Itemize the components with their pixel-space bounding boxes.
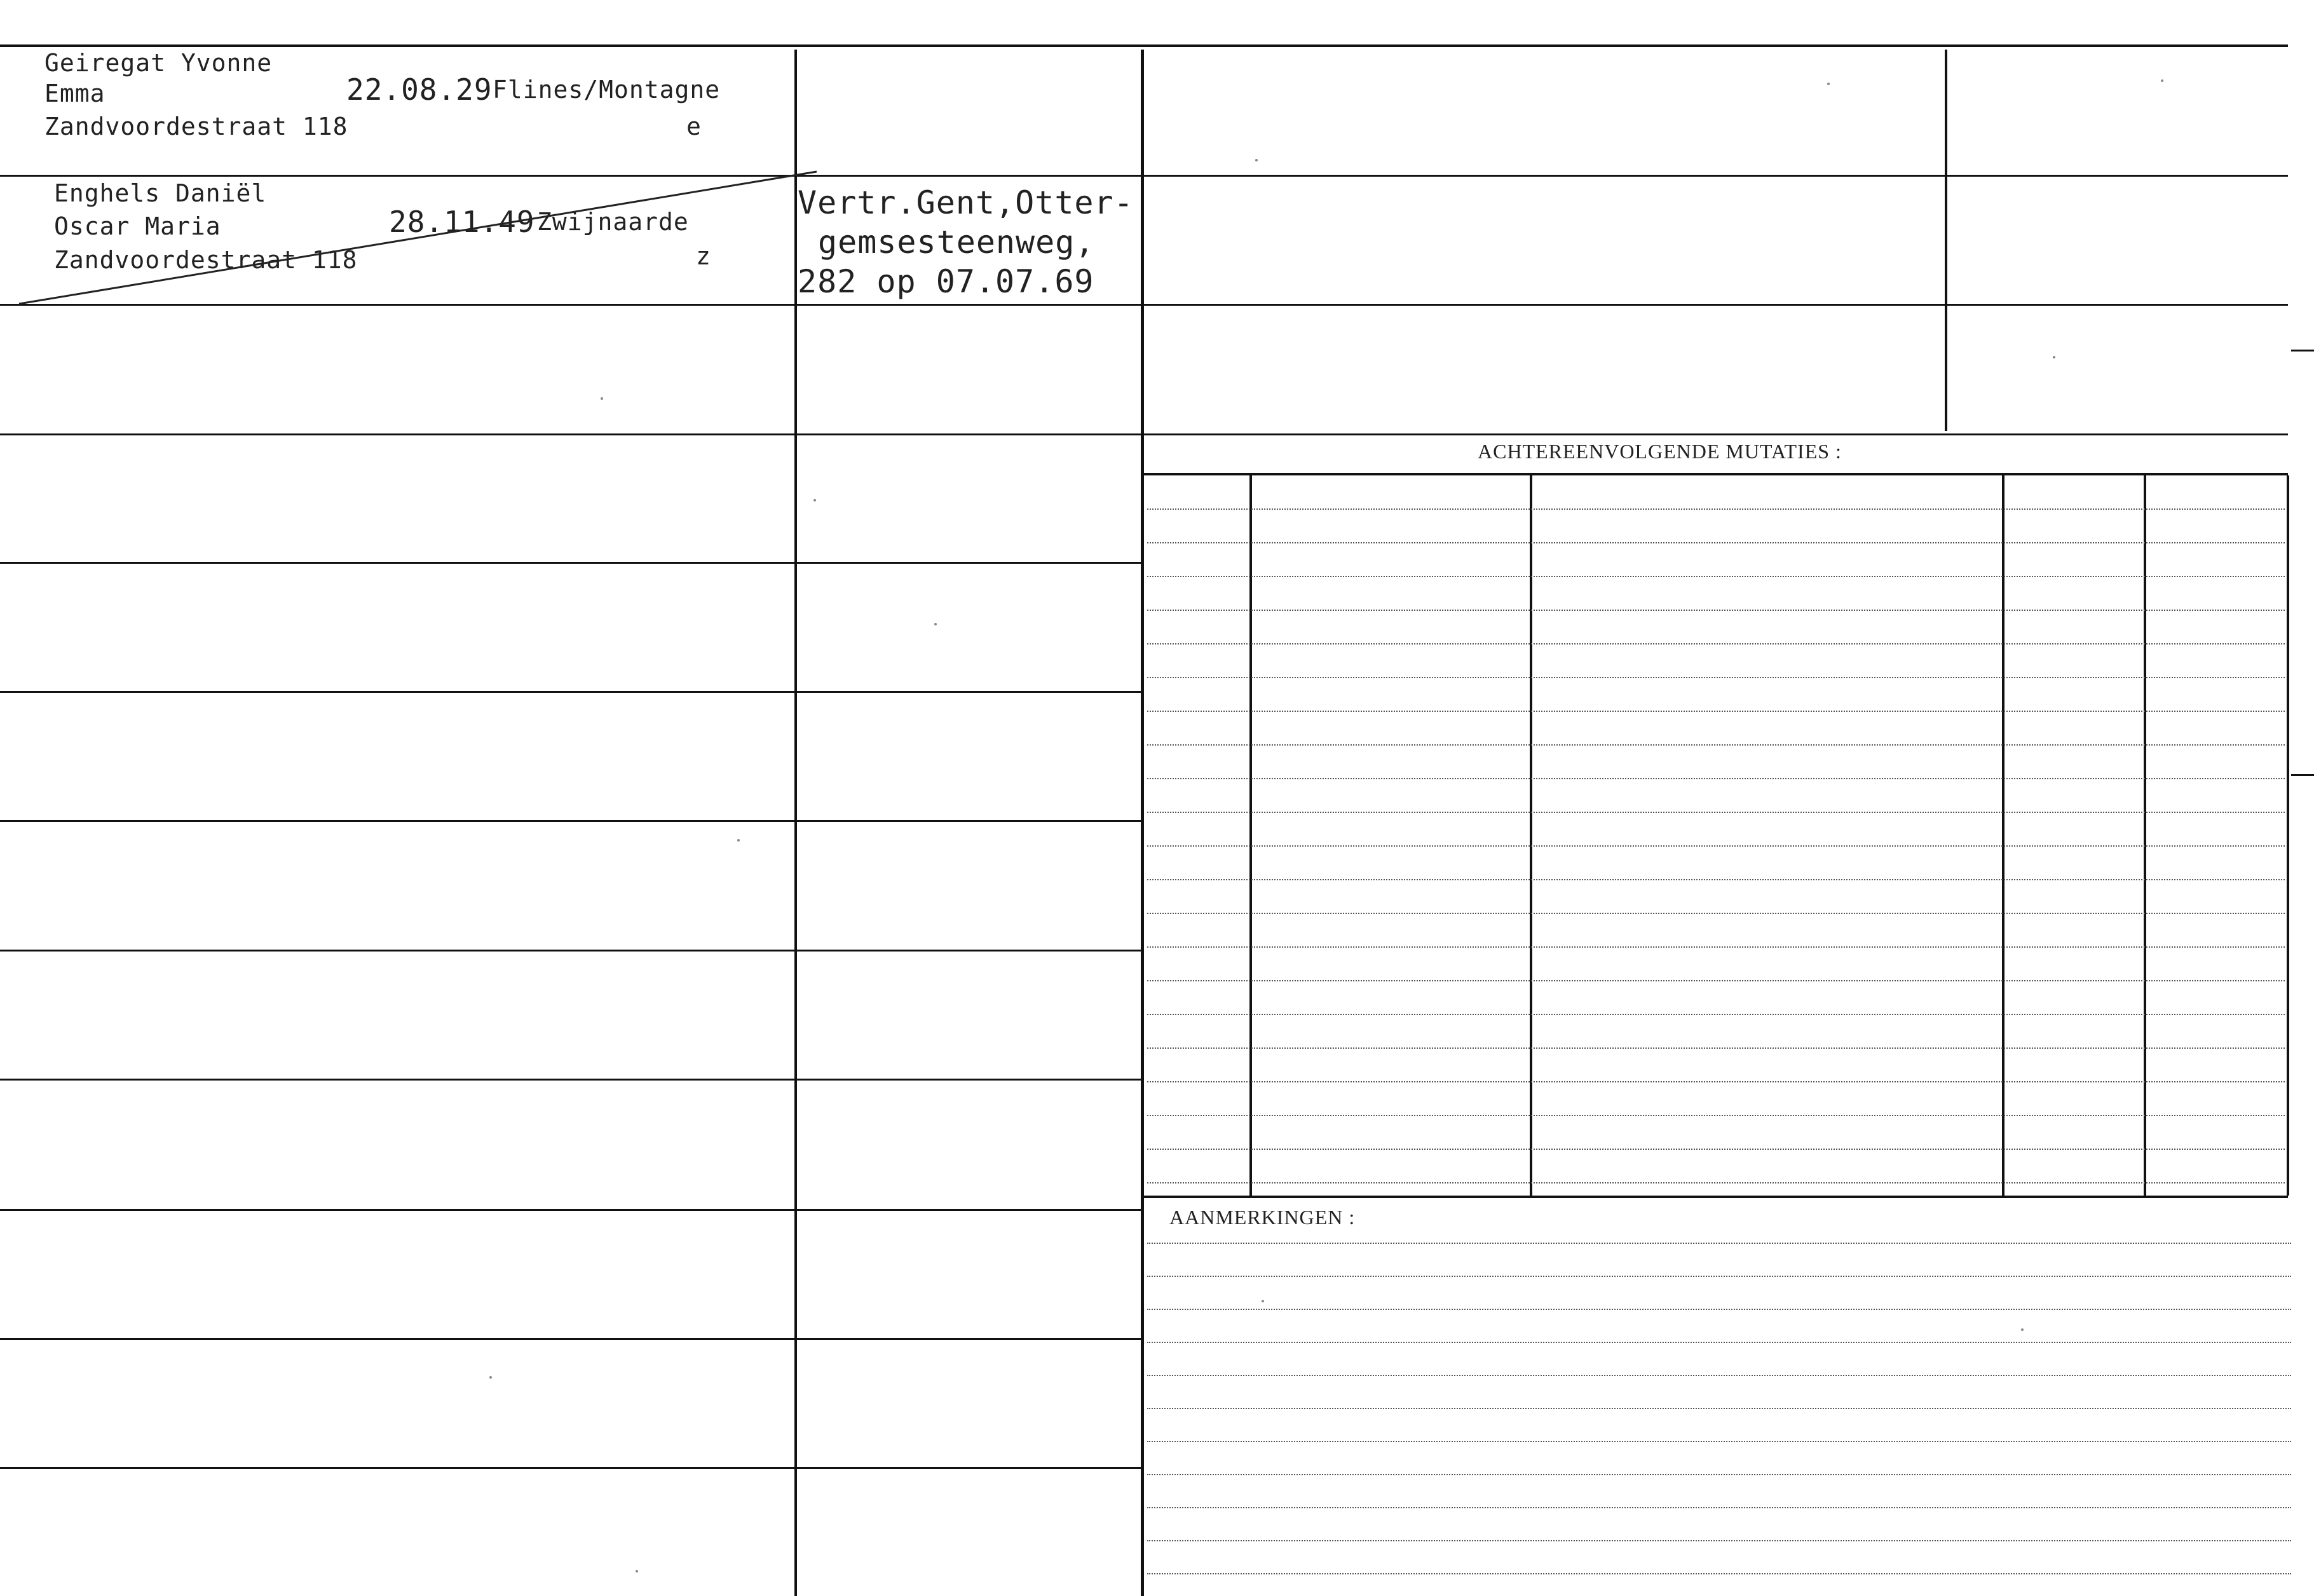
person-given-names: Emma: [44, 79, 105, 107]
person-name: Enghels Daniël: [54, 179, 267, 207]
mutation-rule-line: [1147, 1081, 2285, 1082]
remark-rule-line: [1147, 1408, 2291, 1409]
mutation-rule-line: [1147, 879, 2285, 880]
remark-rule-line: [1147, 1243, 2291, 1244]
row-line: [0, 1079, 1141, 1081]
mutations-table-bottom: [1144, 1196, 2288, 1198]
mutation-rule-line: [1147, 576, 2285, 577]
row-line: [0, 1467, 1141, 1469]
scan-speck: [636, 1570, 638, 1572]
mutation-rule-line: [1147, 980, 2285, 981]
row-line: [0, 820, 1141, 822]
scan-speck: [2021, 1328, 2024, 1331]
scan-speck: [2053, 356, 2055, 358]
scan-speck: [1262, 1300, 1264, 1302]
side-tick: [2291, 774, 2314, 776]
remark-rule-line: [1147, 1573, 2291, 1574]
row-line: [0, 1209, 1141, 1211]
mutation-rule-line: [1147, 1115, 2285, 1116]
scan-speck: [1255, 159, 1258, 161]
person-birth-place: Zwijnaarde: [537, 208, 689, 236]
person-address: Zandvoordestraat 118: [44, 113, 348, 140]
row-line: [1144, 175, 2288, 177]
remark-rule-line: [1147, 1342, 2291, 1343]
row-line: [0, 1338, 1141, 1340]
mutation-rule-line: [1147, 1014, 2285, 1015]
mutation-rule-line: [1147, 812, 2285, 813]
column-divider-2: [1141, 50, 1144, 1596]
scan-speck: [934, 623, 937, 625]
mutation-rule-line: [1147, 643, 2285, 645]
row-line: [1144, 304, 2288, 306]
person-marker: e: [686, 113, 702, 140]
remarks-heading: AANMERKINGEN :: [1169, 1206, 1356, 1229]
scan-speck: [489, 1376, 492, 1379]
remark-rule-line: [1147, 1276, 2291, 1277]
departure-line-1: Vertr.Gent,Otter-: [798, 184, 1134, 221]
person-name: Geiregat Yvonne: [44, 49, 273, 77]
person-marker: z: [696, 242, 711, 270]
mutation-rule-line: [1147, 744, 2285, 746]
row-line: [0, 691, 1141, 693]
mutation-rule-line: [1147, 845, 2285, 847]
mutation-rule-line: [1147, 542, 2285, 543]
person-address: Zandvoordestraat 118: [54, 246, 358, 274]
mutation-rule-line: [1147, 946, 2285, 948]
mutations-col-divider: [1530, 475, 1532, 1196]
mutations-table-top: [1144, 473, 2288, 475]
mutation-rule-line: [1147, 1182, 2285, 1183]
row-line: [1144, 433, 2288, 435]
column-divider-3: [1945, 50, 1947, 431]
scan-speck: [813, 499, 816, 501]
row-line: [0, 950, 1141, 951]
remark-rule-line: [1147, 1507, 2291, 1508]
person-given-names: Oscar Maria: [54, 212, 221, 240]
remark-rule-line: [1147, 1540, 2291, 1541]
mutation-rule-line: [1147, 610, 2285, 611]
departure-line-3: 282 op 07.07.69: [798, 263, 1094, 300]
person-birth-place: Flines/Montagne: [493, 76, 721, 104]
departure-line-2: gemsesteenweg,: [818, 224, 1095, 261]
mutations-col-divider: [2287, 475, 2289, 1196]
mutation-rule-line: [1147, 677, 2285, 678]
scan-speck: [1827, 83, 1830, 85]
mutation-rule-line: [1147, 913, 2285, 914]
strike-through-line: [0, 0, 826, 318]
mutation-rule-line: [1147, 1047, 2285, 1049]
remark-rule-line: [1147, 1375, 2291, 1376]
mutation-rule-line: [1147, 508, 2285, 510]
mutation-rule-line: [1147, 778, 2285, 779]
mutation-rule-line: [1147, 1149, 2285, 1150]
scan-speck: [2161, 79, 2163, 82]
scan-speck: [601, 397, 603, 400]
remark-rule-line: [1147, 1441, 2291, 1442]
remark-rule-line: [1147, 1309, 2291, 1310]
mutation-rule-line: [1147, 711, 2285, 712]
mutations-col-divider: [1249, 475, 1252, 1196]
mutations-heading: ACHTEREENVOLGENDE MUTATIES :: [1478, 440, 1842, 463]
scan-speck: [737, 839, 740, 842]
row-line: [0, 562, 1141, 564]
row-line: [0, 433, 1141, 435]
mutations-col-divider: [2002, 475, 2004, 1196]
mutations-col-divider: [2144, 475, 2146, 1196]
person-birth-date: 28.11.49: [389, 205, 535, 239]
person-birth-date: 22.08.29: [346, 72, 493, 107]
side-tick: [2291, 350, 2314, 351]
remark-rule-line: [1147, 1474, 2291, 1475]
